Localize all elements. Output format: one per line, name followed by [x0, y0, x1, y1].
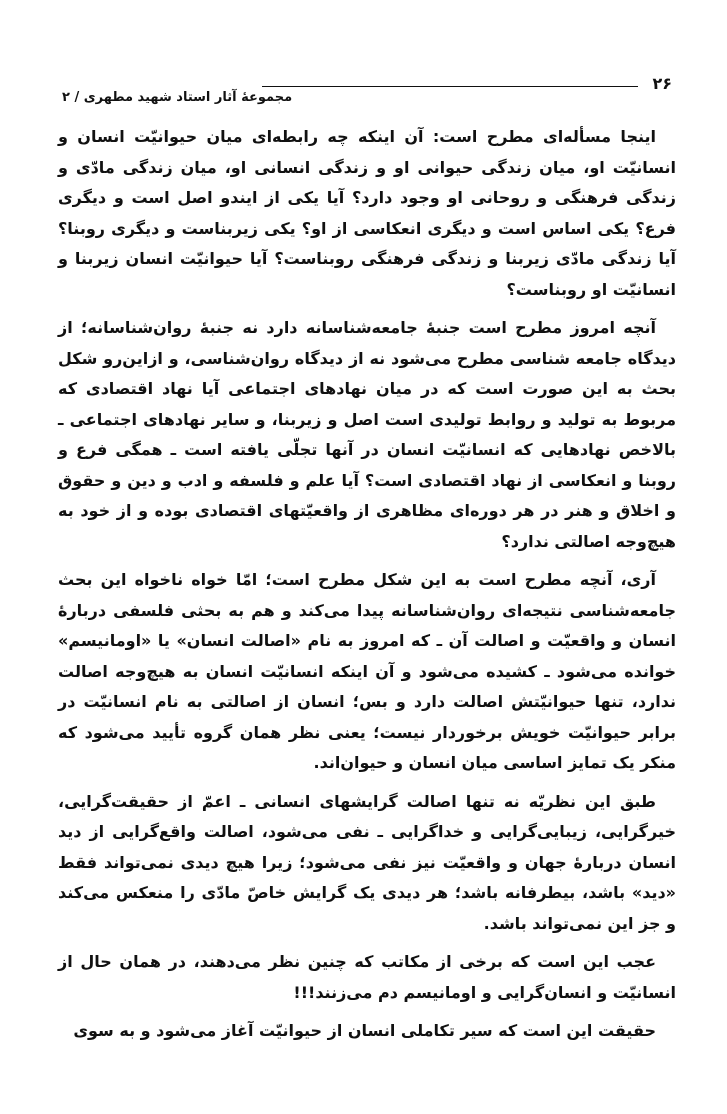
paragraph: حقیقت این است که سیر تکاملی انسان از حیوانیّت آغاز می‌شود و به سوی [73, 1021, 656, 1040]
series-title: مجموعهٔ آثار استاد شهید مطهری / ۲ [62, 90, 293, 105]
page-header [62, 74, 672, 106]
paragraph: آری، آنچه مطرح است به این شکل مطرح است؛ امّا خواه ناخواه این بحث جامعه‌شناسی نتیجه‌ای روان‌شناسانه پیدا می‌کند و هم به بحثی فلسفی دربارهٔ انسان و واقعیّت و اصالت آن ـ که امروز به نام «اصالت انسان» یا «اومانیسم» خوانده می‌شود ـ کشیده می‌شود و آن اینکه انسانیّت انسان به هیچ‌وجه اصالت ندارد، تنها حیوانیّتش اصالت دارد و بس؛ انسان از اصالتی به نام انسانیّت در برابر حیوانیّت خویش برخوردار نیست؛ یعنی نظر همان گروه تأیید می‌شود که منکر یک تمایز اساسی میان انسان و حیوان‌اند. [58, 570, 676, 772]
body-text [58, 122, 676, 1055]
paragraph: اینجا مسأله‌ای مطرح است: آن اینکه چه رابطه‌ای میان حیوانیّت انسان و انسانیّت او، میان زندگی حیوانی او و زندگی انسانی او، میان زندگی مادّی و زندگی فرهنگی و روحانی او وجود دارد؟ آیا یکی از ایندو اصل است و دیگری فرع؟ یکی اساس است و دیگری انعکاسی از او؟ یکی زیربناست و دیگری روبنا؟ آیا زندگی مادّی زیربنا و زندگی فرهنگی روبناست؟ آیا حیوانیّت انسان زیربنا و انسانیّت او روبناست؟ [58, 127, 676, 299]
paragraph: آنچه امروز مطرح است جنبهٔ جامعه‌شناسانه دارد نه جنبهٔ روان‌شناسانه؛ از دیدگاه جامعه شناسی مطرح می‌شود نه از دیدگاه روان‌شناسی، و ازاین‌رو شکل بحث به این صورت است که در میان نهادهای اجتماعی آیا نهاد اقتصادی که مربوط به تولید و روابط تولیدی است اصل و زیربنا، و سایر نهادهای اجتماعی ـ بالاخص نهادهایی که انسانیّت انسان در آنها تجلّی یافته است ـ همگی فرع و روبنا و انعکاسی از نهاد اقتصادی است؟ آیا علم و فلسفه و ادب و دین و حقوق و اخلاق و هنر در هر دوره‌ای مظاهری از واقعیّتهای اقتصادی بوده و از خود به هیچ‌وجه اصالتی ندارد؟ [58, 318, 676, 551]
paragraph: عجب این است که برخی از مکاتب که چنین نظر می‌دهند، در همان حال از انسانیّت و انسان‌گرایی و اومانیسم دم می‌زنند!!! [58, 952, 676, 1002]
page-number: ۲۶ [652, 74, 672, 93]
paragraph: طبق این نظریّه نه تنها اصالت گرایشهای انسانی ـ اعمّ از حقیقت‌گرایی، خیرگرایی، زیبایی‌گرایی و خداگرایی ـ نفی می‌شود، اصالت واقع‌گرایی از دید انسان دربارهٔ جهان و واقعیّت نیز نفی می‌شود؛ زیرا هیچ دیدی نمی‌تواند فقط «دید» باشد، بیطرفانه باشد؛ هر دیدی یک گرایش خاصّ مادّی را منعکس می‌کند و جز این نمی‌تواند باشد. [58, 791, 676, 933]
header-rule [262, 86, 638, 87]
